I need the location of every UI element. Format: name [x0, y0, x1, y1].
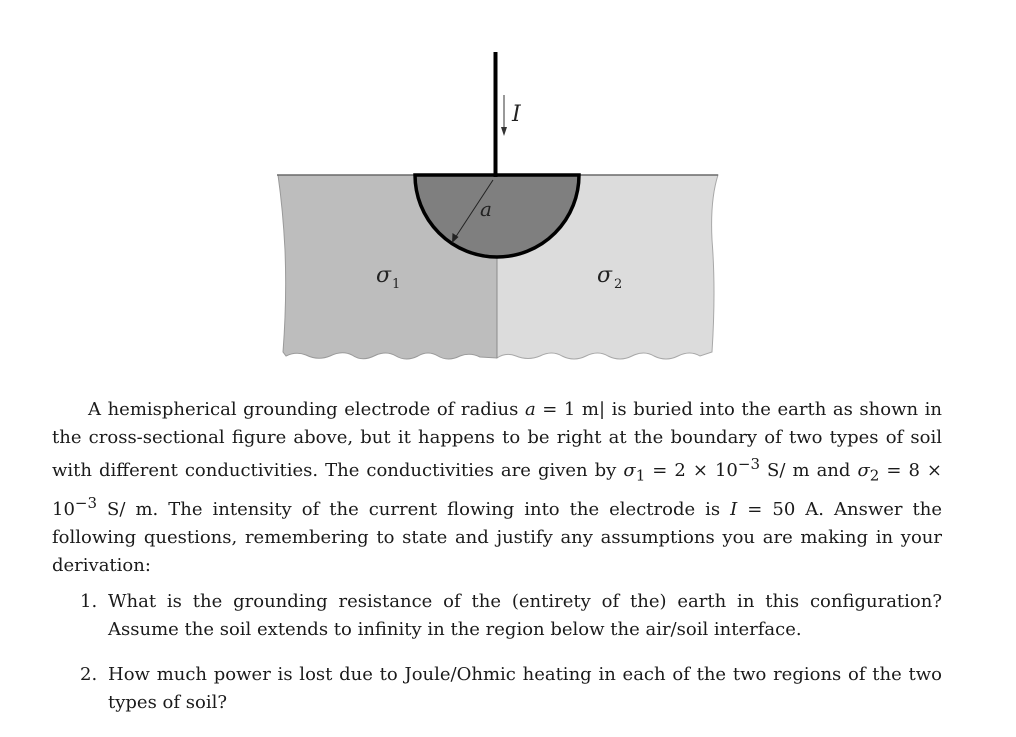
current-symbol: I [730, 499, 738, 521]
question-item [80, 588, 942, 643]
radius-symbol: a [524, 399, 536, 420]
sigma1-symbol: σ [623, 460, 636, 482]
sigma1-subscript: 1 [392, 277, 401, 292]
question-list [80, 588, 942, 734]
question-text: What is the grounding resistance of the (entirety of the) earth in this configuration? Assume the soil extends to infinity in the region below the air/soil interface. [108, 591, 942, 640]
radius-label: a [480, 197, 492, 221]
question-text: How much power is lost due to Joule/Ohmic heating in each of the two regions of the two types of soil? [108, 664, 942, 713]
question-item [80, 661, 942, 716]
sigma1-label: σ [376, 263, 392, 288]
sigma2-symbol: σ [857, 460, 870, 482]
question-number: 2. [80, 664, 98, 686]
current-label: I [512, 102, 521, 127]
sigma2-subscript: 2 [614, 277, 623, 292]
sigma2-label: σ [597, 263, 613, 288]
question-number: 1. [80, 591, 98, 612]
problem-statement: A hemispherical grounding electrode of radius a = 1 m| is buried into the earth as shown in the cross-sectional figure above, but it happens to be right at the boundary of two types of soil with different conductivities. The conductivities are given by $\sigma_1 = 2 \times 10^{-3}$ S/ m and $\sigma_2 = 8 \times 10^{-3}$ S/ m. The intensity of the current flowing into the electrode is I = 50 A. Answer the following questions, remembering to state and justify any assumptions you are making in your derivation: [52, 399, 943, 576]
current-arrow [501, 95, 507, 136]
